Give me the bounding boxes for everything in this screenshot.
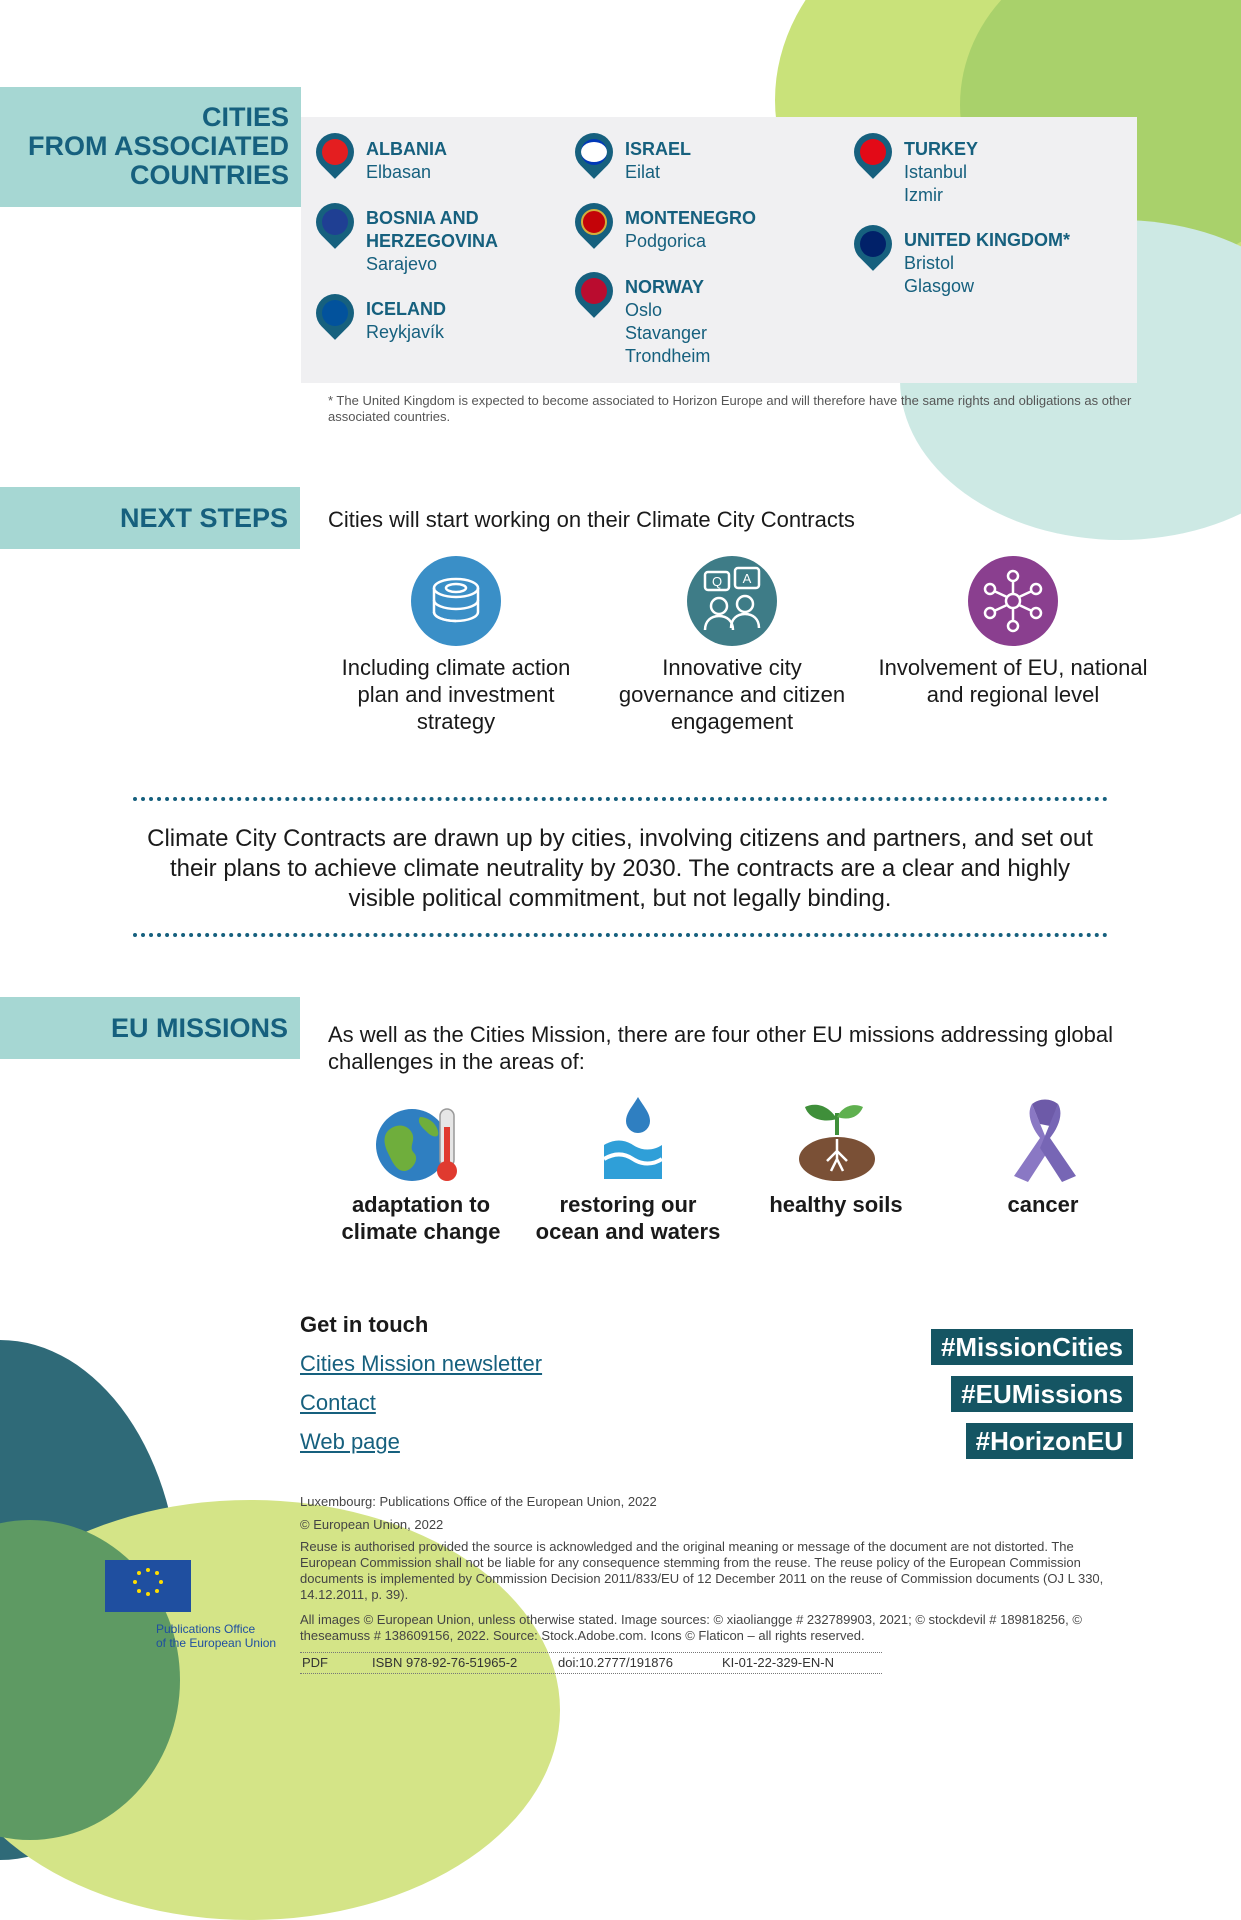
- ribbon-icon: [1010, 1098, 1080, 1184]
- doi: doi:10.2777/191876: [558, 1655, 673, 1670]
- get-in-touch-heading: Get in touch: [300, 1312, 429, 1337]
- mission-text: cancer: [1007, 1192, 1079, 1217]
- plant-soil-icon: [797, 1095, 877, 1185]
- city-name: Elbasan: [366, 162, 432, 182]
- svg-text:A: A: [742, 571, 752, 586]
- mission-text: healthy soils: [769, 1192, 903, 1217]
- step-text: Involvement of EU, national and regional level: [878, 655, 1148, 707]
- isbn: ISBN 978-92-76-51965-2: [372, 1655, 518, 1670]
- uk-flag-icon: [860, 231, 886, 257]
- albania-flag-icon: [322, 139, 348, 165]
- format-label: PDF: [302, 1655, 328, 1670]
- dotted-divider: [133, 933, 1108, 937]
- uk-footnote: * The United Kingdom is expected to become associated to Horizon Europe and will therefore have the same rights and obligations as other associated countries.: [328, 393, 1132, 424]
- contact-link[interactable]: Contact: [300, 1390, 376, 1415]
- city-name: Glasgow: [904, 276, 975, 296]
- step-text: Innovative city governance and citizen engagement: [618, 655, 846, 734]
- country-name: NORWAY: [625, 277, 705, 297]
- newsletter-link[interactable]: Cities Mission newsletter: [300, 1351, 543, 1376]
- label-line: COUNTRIES: [129, 160, 289, 190]
- network-icon: [968, 556, 1058, 646]
- city-name: Stavanger: [625, 323, 708, 343]
- country-name: MONTENEGRO: [625, 208, 757, 228]
- qa-people-icon: [687, 556, 777, 646]
- montenegro-flag-icon: [581, 209, 607, 235]
- city-name: Eilat: [625, 162, 661, 182]
- web-page-link[interactable]: Web page: [300, 1429, 400, 1454]
- city-name: Trondheim: [625, 346, 711, 366]
- coins-icon: [411, 556, 501, 646]
- turkey-flag-icon: [860, 139, 886, 165]
- mission-text: restoring our ocean and waters: [535, 1192, 721, 1244]
- label-line: FROM ASSOCIATED: [28, 131, 289, 161]
- dotted-divider: [133, 797, 1108, 801]
- bosnia-flag-icon: [322, 209, 348, 235]
- catalogue-number: KI-01-22-329-EN-N: [722, 1655, 834, 1670]
- step-text: Including climate action plan and investment strategy: [341, 655, 571, 734]
- globe-thermometer-icon: [376, 1105, 466, 1185]
- country-name: TURKEY: [904, 139, 979, 159]
- publications-office-label: [156, 1622, 276, 1650]
- norway-flag-icon: [581, 278, 607, 304]
- section-label-eu-missions: EU MISSIONS: [0, 997, 300, 1059]
- city-name: Podgorica: [625, 231, 707, 251]
- next-steps-intro: Cities will start working on their Climate City Contracts: [328, 507, 855, 532]
- water-drop-icon: [598, 1095, 668, 1185]
- copyright-line: © European Union, 2022: [300, 1517, 444, 1532]
- mission-text: adaptation to climate change: [341, 1192, 501, 1244]
- identifier-row: [300, 1652, 882, 1674]
- city-name: Oslo: [625, 300, 663, 320]
- section-label-next-steps: NEXT STEPS: [0, 487, 300, 549]
- svg-text:Q: Q: [711, 574, 723, 589]
- country-name: BOSNIA AND HERZEGOVINA: [366, 208, 499, 251]
- eu-flag-logo-icon: [105, 1560, 191, 1612]
- hashtag-horizoneu[interactable]: #HorizonEU: [966, 1423, 1133, 1459]
- country-name: UNITED KINGDOM*: [904, 230, 1070, 250]
- section-label-associated-countries: [0, 87, 301, 207]
- missions-intro: As well as the Cities Mission, there are four other EU missions addressing global challenges in the areas of:: [328, 1022, 1114, 1074]
- contract-statement: Climate City Contracts are drawn up by cities, involving citizens and partners, and set out their plans to achieve climate neutrality by 2030. The contracts are a clear and highly visible political commitment, but not legally binding.: [147, 825, 1093, 912]
- city-name: Izmir: [904, 185, 943, 205]
- city-name: Reykjavík: [366, 322, 445, 342]
- country-name: ISRAEL: [625, 139, 692, 159]
- label-line: CITIES: [201, 102, 289, 132]
- country-name: ALBANIA: [366, 139, 447, 159]
- iceland-flag-icon: [322, 300, 348, 326]
- israel-flag-icon: [581, 139, 607, 165]
- publisher-line: Luxembourg: Publications Office of the European Union, 2022: [300, 1494, 657, 1509]
- city-name: Bristol: [904, 253, 955, 273]
- reuse-notice: Reuse is authorised provided the source is acknowledged and the original meaning or message of the document are not distorted. The European Commission shall not be liable for any consequence stemming from the reuse. The reuse policy of the European Commission documents is implemented by Commission Decision 2011/833/EU of 12 December 2011 on the reuse of Commission documents (OJ L 330, 14.12.2011, p. 39).: [300, 1539, 1104, 1602]
- country-name: ICELAND: [366, 299, 446, 319]
- publications-office-line: Publications Office: [156, 1622, 256, 1636]
- hashtag-eumissions[interactable]: #EUMissions: [951, 1376, 1133, 1412]
- hashtag-missioncities[interactable]: #MissionCities: [931, 1329, 1133, 1365]
- image-credits: All images © European Union, unless otherwise stated. Image sources: © xiaoliangge # 232789903, 2021; © stockdevil # 189818256, © theseamuss # 138609156, 2022. Source: Stock.Adobe.com. Icons © Flaticon – all rights reserved.: [300, 1612, 1082, 1643]
- city-name: Sarajevo: [366, 254, 438, 274]
- publications-office-line: of the European Union: [156, 1636, 277, 1650]
- city-name: Istanbul: [904, 162, 968, 182]
